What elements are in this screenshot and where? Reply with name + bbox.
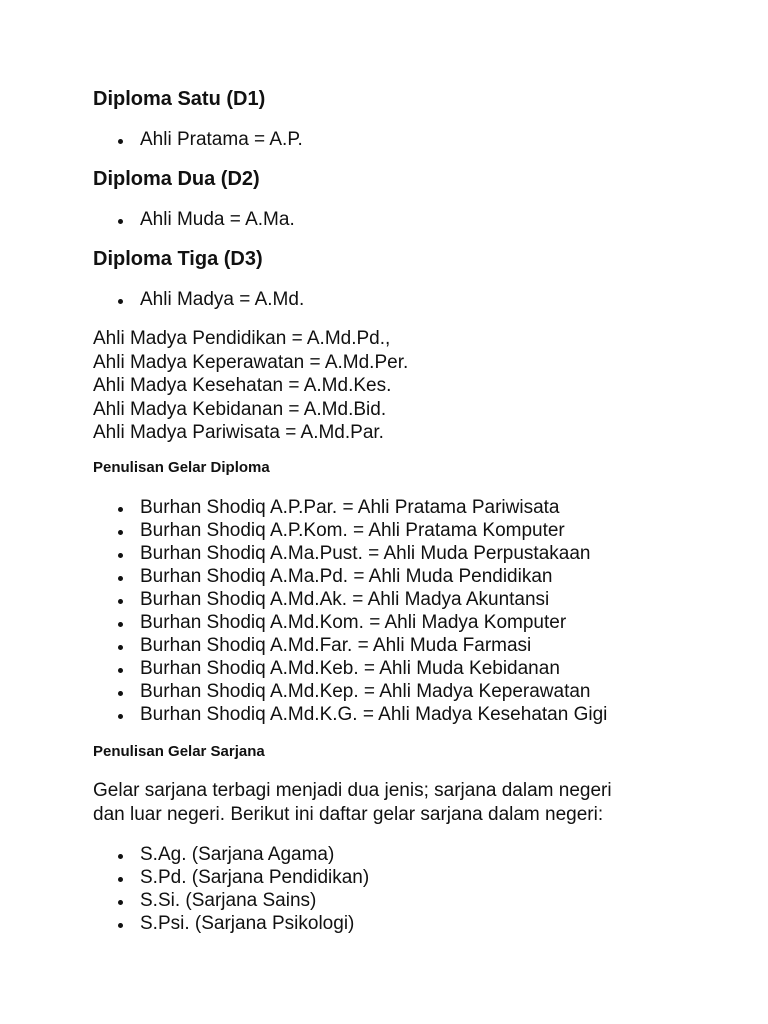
list-item: S.Psi. (Sarjana Psikologi) [93, 912, 369, 935]
heading-penulisan-gelar-sarjana: Penulisan Gelar Sarjana [93, 743, 265, 760]
list-item: Burhan Shodiq A.Md.Kep. = Ahli Madya Keperawatan [93, 680, 607, 703]
list-item: Burhan Shodiq A.Md.Kom. = Ahli Madya Komputer [93, 611, 607, 634]
paragraph-line: dan luar negeri. Berikut ini daftar gelar sarjana dalam negeri: [93, 803, 604, 825]
list-item: Ahli Madya = A.Md. [93, 288, 304, 311]
list-item: Burhan Shodiq A.P.Par. = Ahli Pratama Pariwisata [93, 496, 607, 519]
paragraph-line: Ahli Madya Pariwisata = A.Md.Par. [93, 422, 384, 443]
list-item: Burhan Shodiq A.Md.K.G. = Ahli Madya Kesehatan Gigi [93, 703, 607, 726]
list-item: S.Ag. (Sarjana Agama) [93, 843, 369, 866]
heading-penulisan-gelar-diploma: Penulisan Gelar Diploma [93, 459, 270, 476]
paragraph-ahli-madya [93, 327, 408, 445]
paragraph-line: Ahli Madya Pendidikan = A.Md.Pd., [93, 328, 391, 349]
list-item: Burhan Shodiq A.Ma.Pd. = Ahli Muda Pendidikan [93, 565, 607, 588]
list-diploma-dua [93, 208, 295, 231]
paragraph-line: Gelar sarjana terbagi menjadi dua jenis; sarjana dalam negeri [93, 780, 612, 801]
list-item: S.Pd. (Sarjana Pendidikan) [93, 866, 369, 889]
list-item: Burhan Shodiq A.Md.Far. = Ahli Muda Farmasi [93, 634, 607, 657]
list-diploma-tiga [93, 288, 304, 311]
list-item: Burhan Shodiq A.P.Kom. = Ahli Pratama Komputer [93, 519, 607, 542]
heading-diploma-tiga: Diploma Tiga (D3) [93, 248, 263, 270]
list-diploma-satu [93, 128, 303, 151]
list-penulisan-gelar-diploma [93, 496, 607, 726]
heading-diploma-satu: Diploma Satu (D1) [93, 88, 266, 110]
list-item: Ahli Pratama = A.P. [93, 128, 303, 151]
heading-diploma-dua: Diploma Dua (D2) [93, 168, 260, 190]
list-gelar-sarjana [93, 843, 369, 935]
paragraph-line: Ahli Madya Kebidanan = A.Md.Bid. [93, 398, 387, 420]
list-item: Burhan Shodiq A.Md.Keb. = Ahli Muda Kebidanan [93, 657, 607, 680]
paragraph-line: Ahli Madya Keperawatan = A.Md.Per. [93, 351, 409, 373]
list-item: Burhan Shodiq A.Ma.Pust. = Ahli Muda Perpustakaan [93, 542, 607, 565]
list-item: S.Si. (Sarjana Sains) [93, 889, 369, 912]
list-item: Burhan Shodiq A.Md.Ak. = Ahli Madya Akuntansi [93, 588, 607, 611]
paragraph-line: Ahli Madya Kesehatan = A.Md.Kes. [93, 375, 392, 396]
paragraph-gelar-sarjana [93, 779, 612, 826]
list-item: Ahli Muda = A.Ma. [93, 208, 295, 231]
